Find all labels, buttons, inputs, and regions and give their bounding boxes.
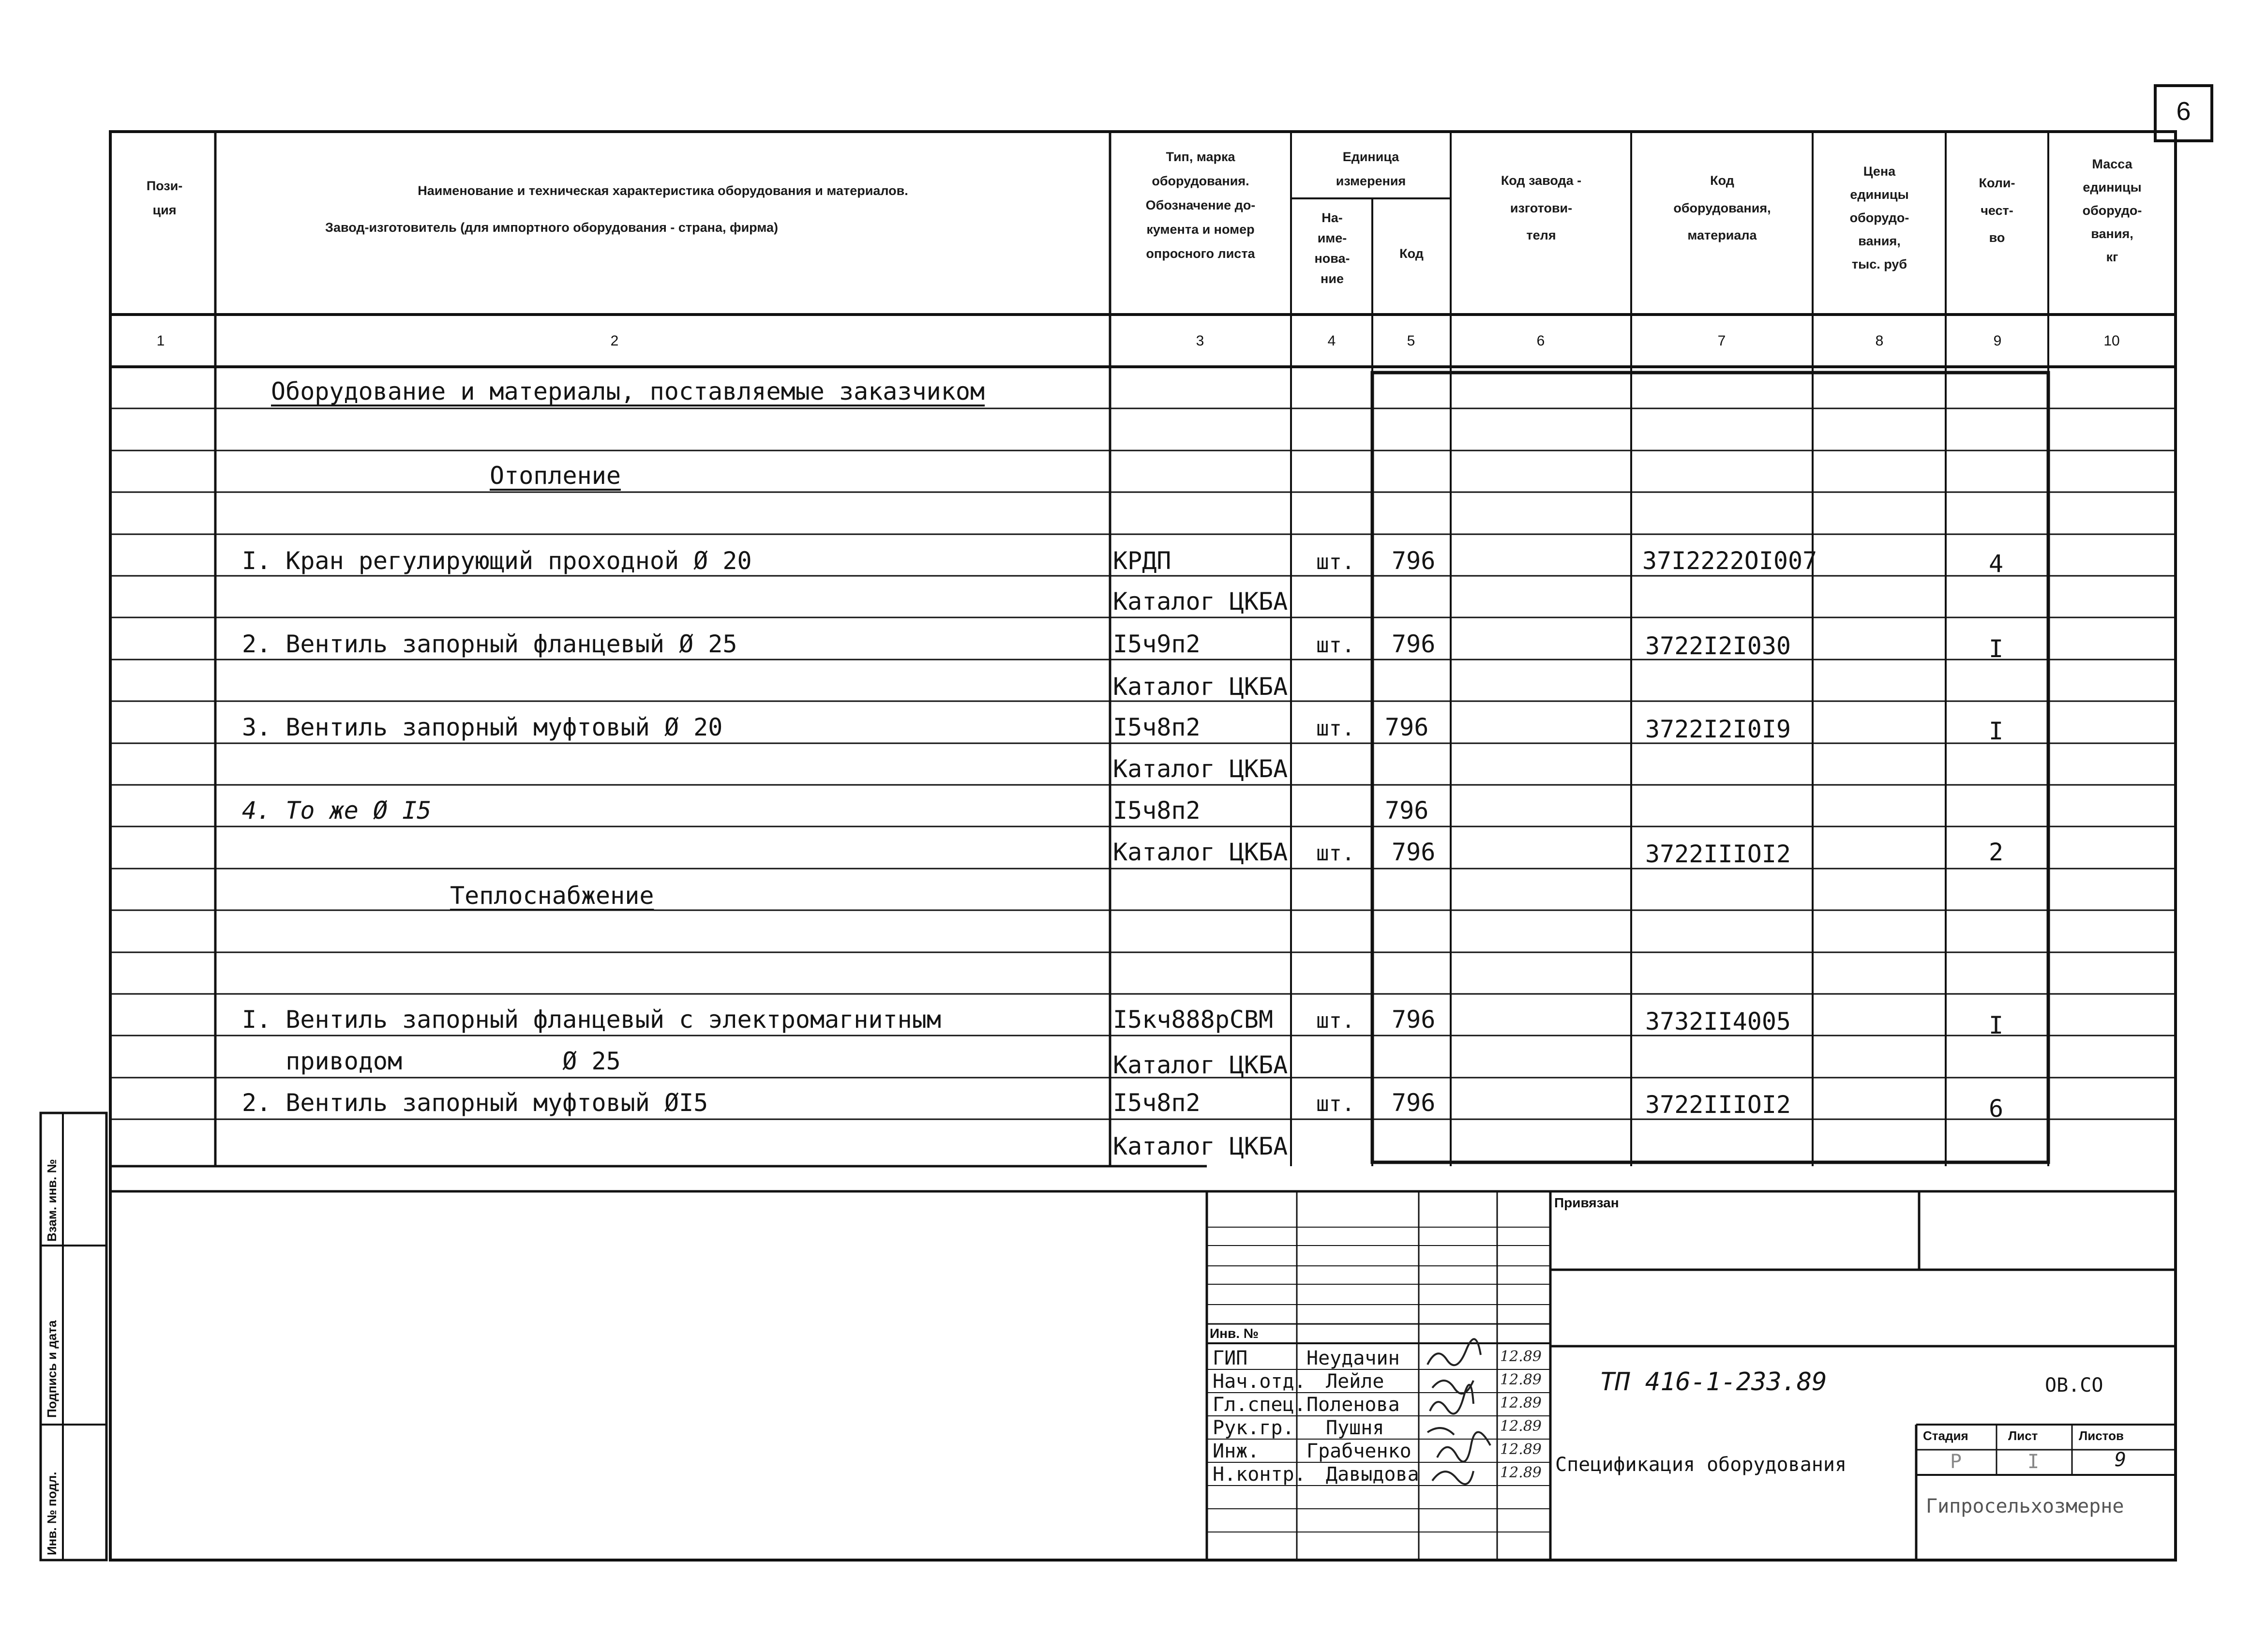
row-type: Каталог ЦКБА <box>1113 1051 1288 1079</box>
row-unit: шт. <box>1316 841 1355 866</box>
row-name: I. Вентиль запорный фланцевый с электромагнитным <box>242 1006 941 1034</box>
person-name: Неудачин <box>1306 1347 1400 1369</box>
sign-date: 12.89 <box>1500 1418 1542 1435</box>
row-unit: шт. <box>1316 1092 1355 1116</box>
privyazan-label: Привязан <box>1554 1195 1619 1210</box>
row-type: Каталог ЦКБА <box>1113 755 1288 783</box>
row-name: Отопление <box>490 462 621 490</box>
colno-10: 10 <box>2103 333 2120 349</box>
role: Н.контр. <box>1213 1463 1306 1486</box>
row-equip: 3722IIIOI2 <box>1645 840 1791 868</box>
row-name: 4. То же Ø I5 <box>242 796 432 825</box>
colno-1: 1 <box>156 333 165 349</box>
row-type: Каталог ЦКБА <box>1113 587 1288 616</box>
colno-4: 4 <box>1327 333 1336 349</box>
section-code: ОВ.СО <box>2045 1374 2103 1397</box>
row-equip: 3722IIIOI2 <box>1645 1091 1791 1119</box>
side-vzam: Взам. инв. № <box>45 1159 59 1242</box>
row-type: I5ч8п2 <box>1113 1089 1201 1117</box>
stage-label: Стадия <box>1923 1428 1968 1443</box>
header-position: Пози- ция <box>146 179 183 217</box>
side-inv-podl: Инв. № подл. <box>45 1472 59 1555</box>
row-type: I5ч9п2 <box>1113 630 1201 658</box>
sign-date: 12.89 <box>1500 1371 1542 1388</box>
row-name: 2. Вентиль запорный фланцевый Ø 25 <box>242 630 737 658</box>
row-code: 796 <box>1392 1089 1436 1117</box>
sheet-number: 6 <box>2154 84 2213 142</box>
side-podpis: Подпись и дата <box>45 1320 59 1418</box>
role: Нач.отд. <box>1213 1370 1306 1393</box>
row-code: 796 <box>1392 1006 1436 1034</box>
row-equip: 3732II4005 <box>1645 1007 1791 1036</box>
row-code: 796 <box>1392 547 1436 575</box>
colno-3: 3 <box>1196 333 1204 349</box>
row-qty: 6 <box>1989 1095 2004 1123</box>
header-mass: Масса единицы оборудо- вания, кг <box>2082 157 2142 265</box>
row-qty: I <box>1989 1011 2004 1039</box>
sheets-label: Листов <box>2079 1428 2124 1443</box>
header-unit-code: Код <box>1399 246 1424 261</box>
doc-code: ТП 416-1-233.89 <box>1600 1367 1827 1397</box>
row-unit: шт. <box>1316 716 1355 741</box>
row-type: Каталог ЦКБА <box>1113 1132 1288 1160</box>
doc-title: Спецификация оборудования <box>1555 1454 1847 1476</box>
header-factory-code: Код завода - изготови- теля <box>1501 173 1582 243</box>
header-quantity: Коли- чест- во <box>1979 176 2015 245</box>
header-unit-group: Единица измерения <box>1336 150 1406 188</box>
row-code: 796 <box>1392 838 1436 866</box>
colno-6: 6 <box>1536 333 1545 349</box>
stage-value: Р <box>1950 1451 1962 1473</box>
row-equip: 3722I2I030 <box>1645 632 1791 660</box>
colno-7: 7 <box>1717 333 1726 349</box>
row-unit: шт. <box>1316 633 1355 658</box>
colno-2: 2 <box>610 333 619 349</box>
sheets-value: 9 <box>2115 1449 2127 1471</box>
row-name: приводом Ø 25 <box>242 1047 621 1075</box>
person-name: Пушня <box>1326 1417 1384 1439</box>
person-name: Давыдова <box>1326 1463 1419 1486</box>
row-code: 796 <box>1392 630 1436 658</box>
row-name: I. Кран регулирующий проходной Ø 20 <box>242 547 752 575</box>
row-qty: I <box>1989 717 2004 745</box>
colno-5: 5 <box>1407 333 1415 349</box>
sheet-label: Лист <box>2008 1428 2038 1443</box>
row-name: Оборудование и материалы, поставляемые заказчиком <box>271 377 985 405</box>
inv-no-label: Инв. № <box>1210 1326 1259 1341</box>
row-unit: шт. <box>1316 1008 1355 1033</box>
header-name-line2: Завод-изготовитель (для импортного оборудования - страна, фирма) <box>325 220 778 235</box>
role: Гл.спец. <box>1213 1394 1306 1416</box>
header-name-line1: Наименование и техническая характеристика оборудования и материалов. <box>418 183 908 198</box>
header-price: Цена единицы оборудо- вания, тыс. руб <box>1849 164 1909 272</box>
header-equip-code: Код оборудования, материала <box>1673 173 1771 243</box>
row-qty: 4 <box>1989 550 2004 578</box>
row-name: 2. Вентиль запорный муфтовый ØI5 <box>242 1089 708 1117</box>
row-equip: 3722I2I0I9 <box>1645 715 1791 743</box>
person-name: Грабченко <box>1306 1440 1411 1462</box>
role: ГИП <box>1213 1347 1248 1369</box>
row-type: Каталог ЦКБА <box>1113 838 1288 866</box>
row-name: Теплоснабжение <box>450 882 654 910</box>
colno-9: 9 <box>1993 333 2002 349</box>
row-type: I5ч8п2 <box>1113 796 1201 825</box>
row-qty: 2 <box>1989 838 2004 866</box>
row-type: КРДП <box>1113 547 1171 575</box>
row-unit: шт. <box>1316 550 1355 574</box>
organization: Гипросельхозмерне <box>1926 1495 2124 1517</box>
row-type: Каталог ЦКБА <box>1113 673 1288 701</box>
sheet-value: I <box>2027 1451 2040 1473</box>
header-unit-name: На- име- нова- ние <box>1314 210 1350 286</box>
sign-date: 12.89 <box>1500 1395 1542 1412</box>
row-qty: I <box>1989 635 2004 663</box>
row-type: I5кч888рСВМ <box>1113 1006 1274 1034</box>
row-type: I5ч8п2 <box>1113 713 1201 741</box>
sign-date: 12.89 <box>1500 1348 1542 1365</box>
sign-date: 12.89 <box>1500 1441 1542 1458</box>
role: Инж. <box>1213 1440 1260 1462</box>
colno-8: 8 <box>1875 333 1884 349</box>
row-name: 3. Вентиль запорный муфтовый Ø 20 <box>242 713 723 741</box>
role: Рук.гр. <box>1213 1417 1294 1439</box>
row-code: 796 <box>1385 796 1429 825</box>
person-name: Поленова <box>1306 1394 1400 1416</box>
sign-date: 12.89 <box>1500 1464 1542 1481</box>
header-type: Тип, марка оборудования. Обозначение до- кумента и номер опросного листа <box>1145 150 1256 261</box>
person-name: Лейле <box>1326 1370 1384 1393</box>
row-code: 796 <box>1385 713 1429 741</box>
row-equip: 37I2222OI007 <box>1642 547 1817 575</box>
